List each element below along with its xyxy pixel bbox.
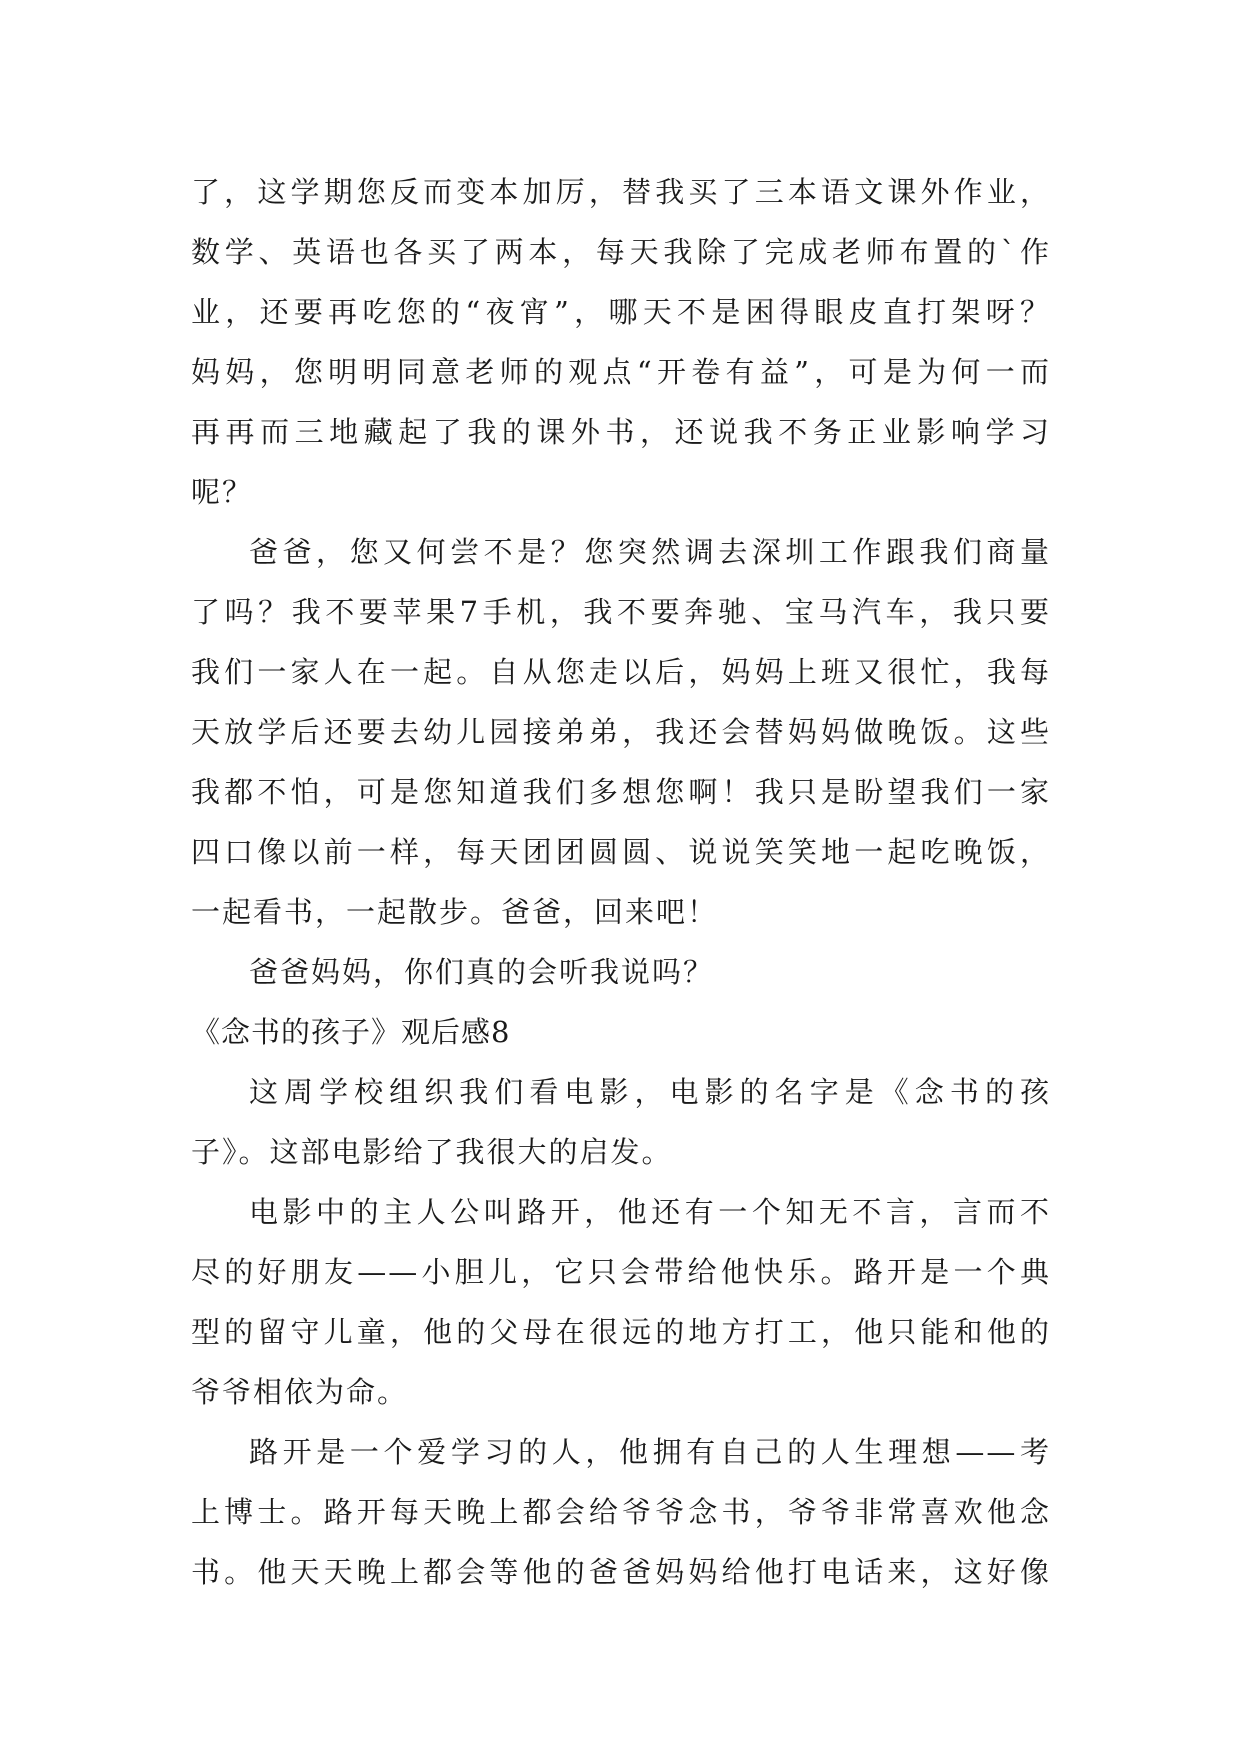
text-line: 业，还要再吃您的“夜宵”，哪天不是困得眼皮直打架呀？ xyxy=(191,295,1051,329)
text-line: 爸爸妈妈，你们真的会听我说吗？ xyxy=(249,955,715,989)
text-line: 尽的好朋友——小胆儿，它只会带给他快乐。路开是一个典 xyxy=(191,1255,1051,1289)
text-line: 电影中的主人公叫路开，他还有一个知无不言，言而不 xyxy=(249,1195,1051,1229)
text-line: 型的留守儿童，他的父母在很远的地方打工，他只能和他的 xyxy=(191,1315,1051,1349)
text-line: 呢？ xyxy=(191,475,254,509)
text-line: 了，这学期您反而变本加厉，替我买了三本语文课外作业， xyxy=(191,175,1051,209)
text-line: 数学、英语也各买了两本，每天我除了完成老师布置的`作 xyxy=(191,235,1051,269)
text-line: 了吗？我不要苹果7手机，我不要奔驰、宝马汽车，我只要 xyxy=(191,595,1051,629)
text-line: 子》。这部电影给了我很大的启发。 xyxy=(191,1135,673,1169)
text-line: 四口像以前一样，每天团团圆圆、说说笑笑地一起吃晚饭， xyxy=(191,835,1051,869)
text-line: 妈妈，您明明同意老师的观点“开卷有益”，可是为何一而 xyxy=(191,355,1051,389)
text-line: 路开是一个爱学习的人，他拥有自己的人生理想——考 xyxy=(249,1435,1051,1469)
paragraph-continued xyxy=(191,162,1051,522)
text-line: 再再而三地藏起了我的课外书，还说我不务正业影响学习 xyxy=(191,415,1051,449)
paragraph xyxy=(191,522,1051,942)
text-line: 爸爸，您又何尝不是？您突然调去深圳工作跟我们商量 xyxy=(249,535,1051,569)
paragraph xyxy=(191,1182,1051,1422)
text-line: 书。他天天晚上都会等他的爸爸妈妈给他打电话来，这好像 xyxy=(191,1555,1051,1589)
paragraph xyxy=(191,942,1051,1002)
paragraph xyxy=(191,1422,1051,1602)
text-line: 一起看书，一起散步。爸爸，回来吧！ xyxy=(191,895,719,929)
document-body xyxy=(191,162,1051,1602)
text-line: 爷爷相依为命。 xyxy=(191,1375,409,1409)
text-line: 我们一家人在一起。自从您走以后，妈妈上班又很忙，我每 xyxy=(191,655,1051,689)
text-line: 上博士。路开每天晚上都会给爷爷念书，爷爷非常喜欢他念 xyxy=(191,1495,1051,1529)
heading-text: 《念书的孩子》观后感8 xyxy=(191,1015,511,1049)
paragraph xyxy=(191,1062,1051,1182)
text-line: 天放学后还要去幼儿园接弟弟，我还会替妈妈做晚饭。这些 xyxy=(191,715,1051,749)
section-heading xyxy=(191,1002,1051,1062)
text-line: 这周学校组织我们看电影，电影的名字是《念书的孩 xyxy=(249,1075,1051,1109)
text-line: 我都不怕，可是您知道我们多想您啊！我只是盼望我们一家 xyxy=(191,775,1051,809)
